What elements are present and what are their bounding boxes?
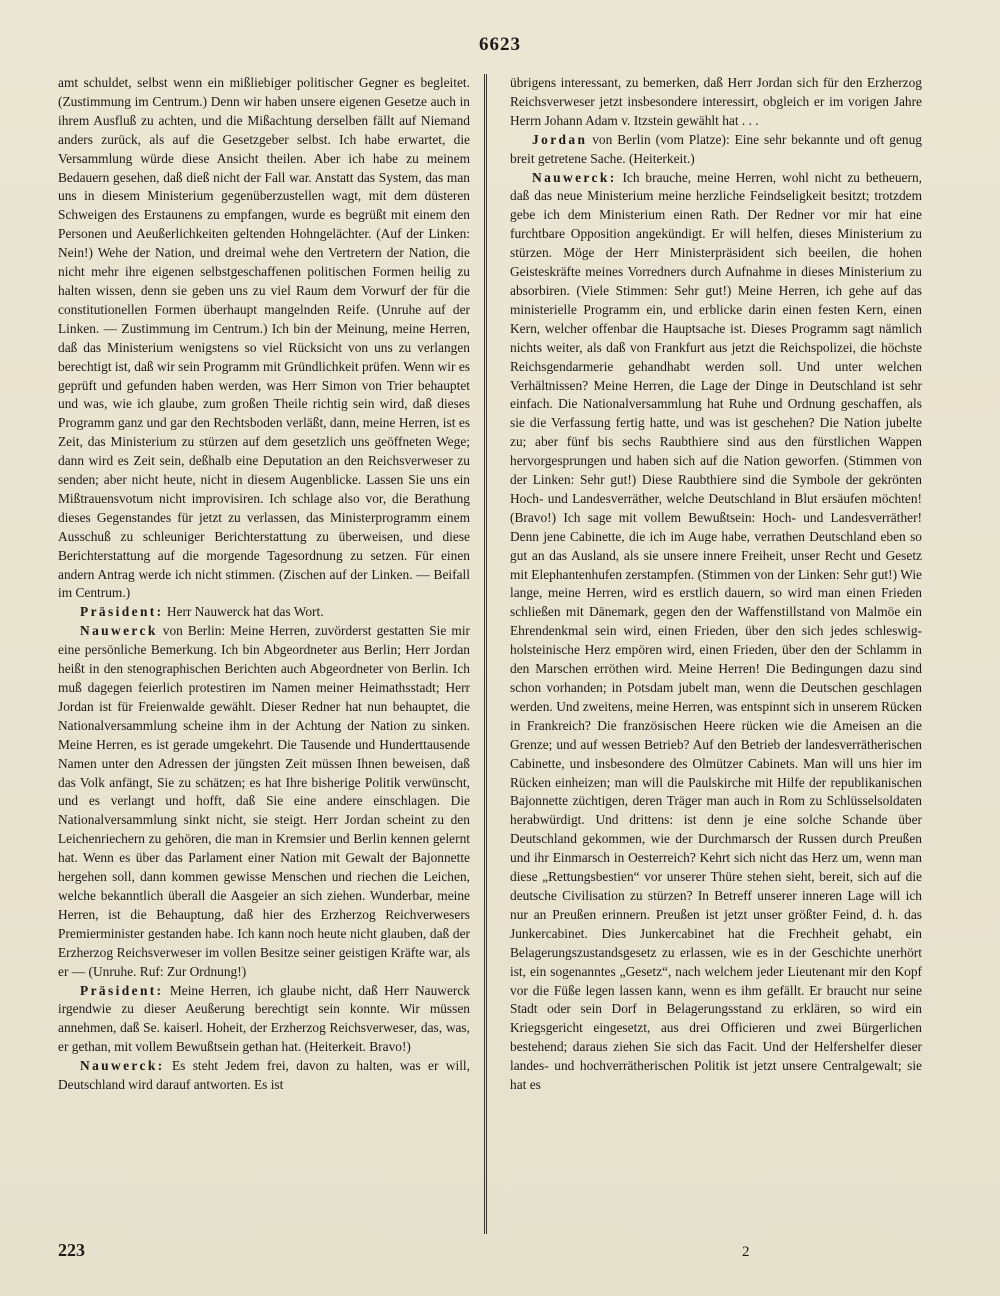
paragraph: [58, 603, 470, 622]
speaker-name: Nauwerck:: [532, 169, 617, 185]
speech-text: von Berlin: Meine Herren, zuvörderst gestatten Sie mir eine persönliche Bemerkung. Ich bin Abgeordneter aus Berlin; Herr Jordan heißt in den stenographischen Berichten auch Abgeordneter von Berlin. Ich muß dagegen feierlich protestiren im Namen meiner Heimathsstadt; Herr Jordan ist für Freienwalde gewählt. Dieser Redner hat nun behauptet, die Nationalversammlung scheine ihm in der Achtung der Nation zu sinken. Meine Herren, es ist gerade umgekehrt. Die Tausende und Hunderttausende Namen unter den Adressen der jüngsten Zeit müssen Ihnen beweisen, daß das Volk anfängt, Sie zu schätzen; es hat Ihre bisherige Politik verwünscht, und es verlangt und hofft, daß Sie eine andere einschlagen. Die Nationalversammlung sinkt nicht, sie steigt. Herr Jordan scheint zu den Leichenriechern zu gehören, die man in Kremsier und Berlin kennen gelernt hat. Wenn es über das Parlament einer Nation mit Gewalt der Bajonnette hergehen soll, dann kommen gewisse Menschen und riechen die Leichen, welche bekanntlich überall die Aasgeier an sich ziehen. Wunderbar, meine Herren, ist die Behauptung, daß hier des Erzherzog Reichverwesers Premierminister gestanden habe. Ich kann noch heute nicht glauben, daß der Erzherzog Reichsverweser im vollen Besitze seiner geistigen Kräfte war, als er — (Unruhe. Ruf: Zur Ordnung!): [58, 623, 470, 979]
paragraph: [58, 982, 470, 1058]
paragraph: [58, 1057, 470, 1095]
left-column: [58, 74, 470, 1234]
speaker-name: Nauwerck: [80, 623, 158, 639]
speech-text: Ich brauche, meine Herren, wohl nicht zu betheuern, daß das neue Ministerium meine herzliche Feindseligkeit besitzt; trotzdem gebe ich dem Ministerium einen Rath. Der Redner vor mir hat eine furchtbare Opposition angekündigt. Er will helfen, dieses Ministerium zu stürzen. Möge der Herr Ministerpräsident sich beeilen, die hohen Geisteskräfte meines Vorredners durch Aufnahme in dieses Ministerium zu absorbiren. (Viele Stimmen: Sehr gut!) Meine Herren, ich gehe auf das ministerielle Programm ein, und erblicke darin einen festen Kern, einen Kern, welcher offenbar die Hauptsache ist. Dieses Programm sagt nämlich nichts weiter, als daß von Frankfurt aus jetzt die Reichspolizei, die höchste Reichsgendarmerie gehandhabt werden soll. Und unter welchen Verhältnissen? Meine Herren, die Lage der Dinge in Deutschland ist sehr einfach. Die Nationalversammlung hat Ruhe und Ordnung geschaffen, als sie die Verfassung fertig hatte, und was ist geschehen? Die Nation jubelte zu; aber fünf bis sechs Raubthiere sind aus den fürstlichen Wappen hervorgesprungen und haben sich auf die Nation geworfen. (Stimmen von der Linken: Sehr gut!) Diese Raubthiere sind die Symbole der gekrönten Hoch- und Landesverräther, welche Deutschland in Blut ersäufen möchten! (Bravo!) Ich sage mit vollem Bewußtsein: Hoch- und Landesverräther! Denn jene Cabinette, die ich im Auge habe, verrathen Deutschland eben so gut an das Ausland, als sie unsere innere Freiheit, unser Recht und Gesetz mit Elephantenhufen zerstampfen. (Stimmen von der Linken: Sehr gut!) Wie lange, meine Herren, wird es erstlich dauern, so wird man einen Frieden schließen mit Dänemark, gegen den der Waffenstillstand von Malmöe ein Ehrendenkmal sein wird, einen Frieden, über den sich jedes schleswig-holsteinische Herz empören wird, einen Frieden, über den der Schlamm in den Marschen erröthen wird. Meine Herren! Die Bedingungen dazu sind schon vorhanden; in Potsdam jubelt man, wenn die Deutschen geschlagen werden. Und zweitens, meine Herren, was entspinnt sich in unserem Rücken in Frankreich? Die französischen Heere rücken wie die Ameisen an die Grenze; und auf wessen Betrieb? Auf den Betrieb der landesverrätherischen Cabinette, und insbesondere des Olmützer Cabinets. Man will uns hier im Rücken einheizen; man will die Paulskirche mit Hilfe der republikanischen Bajonnette züchtigen, deren Träger man auch in Rom zu Schlüsselsoldaten herabwürdigt. Und drittens: ist denn je eine solche Schande über Deutschland gekommen, wie der Durchmarsch der Russen durch Preußen und ihr Einmarsch in Oesterreich? Kehrt sich nicht das Herz um, wenn man diese „Rettungsbestien“ vor unserer Thüre stehen sieht, bereit, sich auf die deutsche Civilisation zu stürzen? In Betreff unserer inneren Lage will ich nur an Preußen erinnern. Preußen ist jetzt unser größter Feind, d. h. das Junkercabinet. Dies Junkercabinet hat die Frechheit gehabt, ein Belagerungszustandsgesetz zu erlassen, wie es in der Geschichte unerhört ist, ein sogenanntes „Gesetz“, nach welchem jeder Lieutenant mir den Kopf vor die Füße legen lassen kann, wenn es ihm gefällt. Er braucht nur seine Stadt oder sein Dorf in Belagerungsstand zu erklären, so wird ein Kriegsgericht eingesetzt, aus drei Officieren und zwei Bürgerlichen bestehend; daraus ziehen Sie sich das Facit. Und der Helfershelfer dieser landes- und hochverrätherischen Politik ist jetzt unsere Centralgewalt; sie hat es: [510, 169, 922, 1093]
speech-text: übrigens interessant, zu bemerken, daß Herr Jordan sich für den Erzherzog Reichsverweser jetzt insbesondere interessirt, obgleich er im vorigen Jahre Herrn Johann Adam v. Itzstein gewählt hat . . .: [510, 75, 922, 128]
speaker-name: Nauwerck:: [80, 1058, 165, 1074]
page-number: 6623: [479, 34, 521, 55]
paragraph: [58, 74, 470, 603]
speaker-name: Präsident:: [80, 604, 164, 620]
paragraph: [510, 131, 922, 169]
column-divider: [484, 74, 487, 1234]
signature-mark-right: 2: [742, 1244, 750, 1260]
speech-text: amt schuldet, selbst wenn ein mißliebiger politischer Gegner es begleitet. (Zustimmung im Centrum.) Denn wir haben unsere eigenen Gesetze auch in ihrem Ausfluß zu achten, und die Mißachtung derselben fällt auf Niemand anders zurück, als auf die Gesetzgeber selbst. Ich habe erwartet, die Versammlung würde diese Ansicht theilen. Aber ich habe zu meinem Bedauern gesehen, daß dieß nicht der Fall war. Anstatt das System, das man uns in diesem Ministerium gegenüberzustellen wagt, mit dem düsteren Schweigen des Erstaunens zu empfangen, wurde es begrüßt mit einem den Personen und Aeußerlichkeiten geltenden Hohngelächter. (Auf der Linken: Nein!) Wehe der Nation, und dreimal wehe den Vertretern der Nation, die nicht mehr ihre eigenen selbstgeschaffenen politischen Formen heilig zu halten wissen, denn sie geben uns zu viel Raum dem Vorwurf der für die constitutionellen Formen überhaupt mangelnden Reife. (Unruhe auf der Linken. — Zustimmung im Centrum.) Ich bin der Meinung, meine Herren, daß das Ministerium wenigstens so viel Rücksicht von uns zu verlangen berechtigt ist, daß wir sein Programm mit Gründlichkeit prüfen. Wenn wir es geprüft und gefunden haben werden, was Herr Simon von Trier behauptet und was, wie ich glaube, zum großen Theile richtig sein wird, daß dieses Programm ganz und gar den Rechtsboden verläßt, dann, meine Herren, ist es Zeit, das Ministerium zu stürzen auf dem gesetzlich uns geöffneten Wege; dann wird es Zeit sein, deßhalb eine Deputation an den Reichsverweser zu senden; aber nicht heute, nicht in diesem Augenblicke. Lassen Sie uns ein Mißtrauensvotum nicht improvisiren. Ich schlage also vor, die Berathung dieses Gegenstandes für jetzt zu verlassen, das Ministerprogramm einem Ausschuß zu schleuniger Berichterstattung zu überweisen, und diese Berichterstattung auf die morgende Tagesordnung zu setzen. Für einen andern Antrag werde ich nicht stimmen. (Zischen auf der Linken. — Beifall im Centrum.): [58, 75, 470, 601]
speaker-name: Präsident:: [80, 982, 164, 998]
speech-text: von Berlin (vom Platze): Eine sehr bekannte und oft genug breit getretene Sache. (Heiterkeit.): [510, 131, 922, 166]
paragraph: [58, 622, 470, 981]
speech-text: Herr Nauwerck hat das Wort.: [163, 604, 324, 620]
right-column: [510, 74, 922, 1234]
speaker-name: Jordan: [532, 131, 588, 147]
signature-mark-left: 223: [58, 1240, 85, 1260]
speech-text: Meine Herren, ich glaube nicht, daß Herr Nauwerck irgendwie zu dieser Aeußerung berechtigt sein konnte. Wir müssen annehmen, daß Se. kaiserl. Hoheit, der Erzherzog Reichsverweser, das, was, er gethan, mit vollem Bewußtsein gethan hat. (Heiterkeit. Bravo!): [58, 982, 470, 1055]
paragraph: [510, 74, 922, 131]
speech-text: Es steht Jedem frei, davon zu halten, was er will, Deutschland wird darauf antworten. Es ist: [58, 1058, 470, 1093]
paragraph: [510, 169, 922, 1095]
